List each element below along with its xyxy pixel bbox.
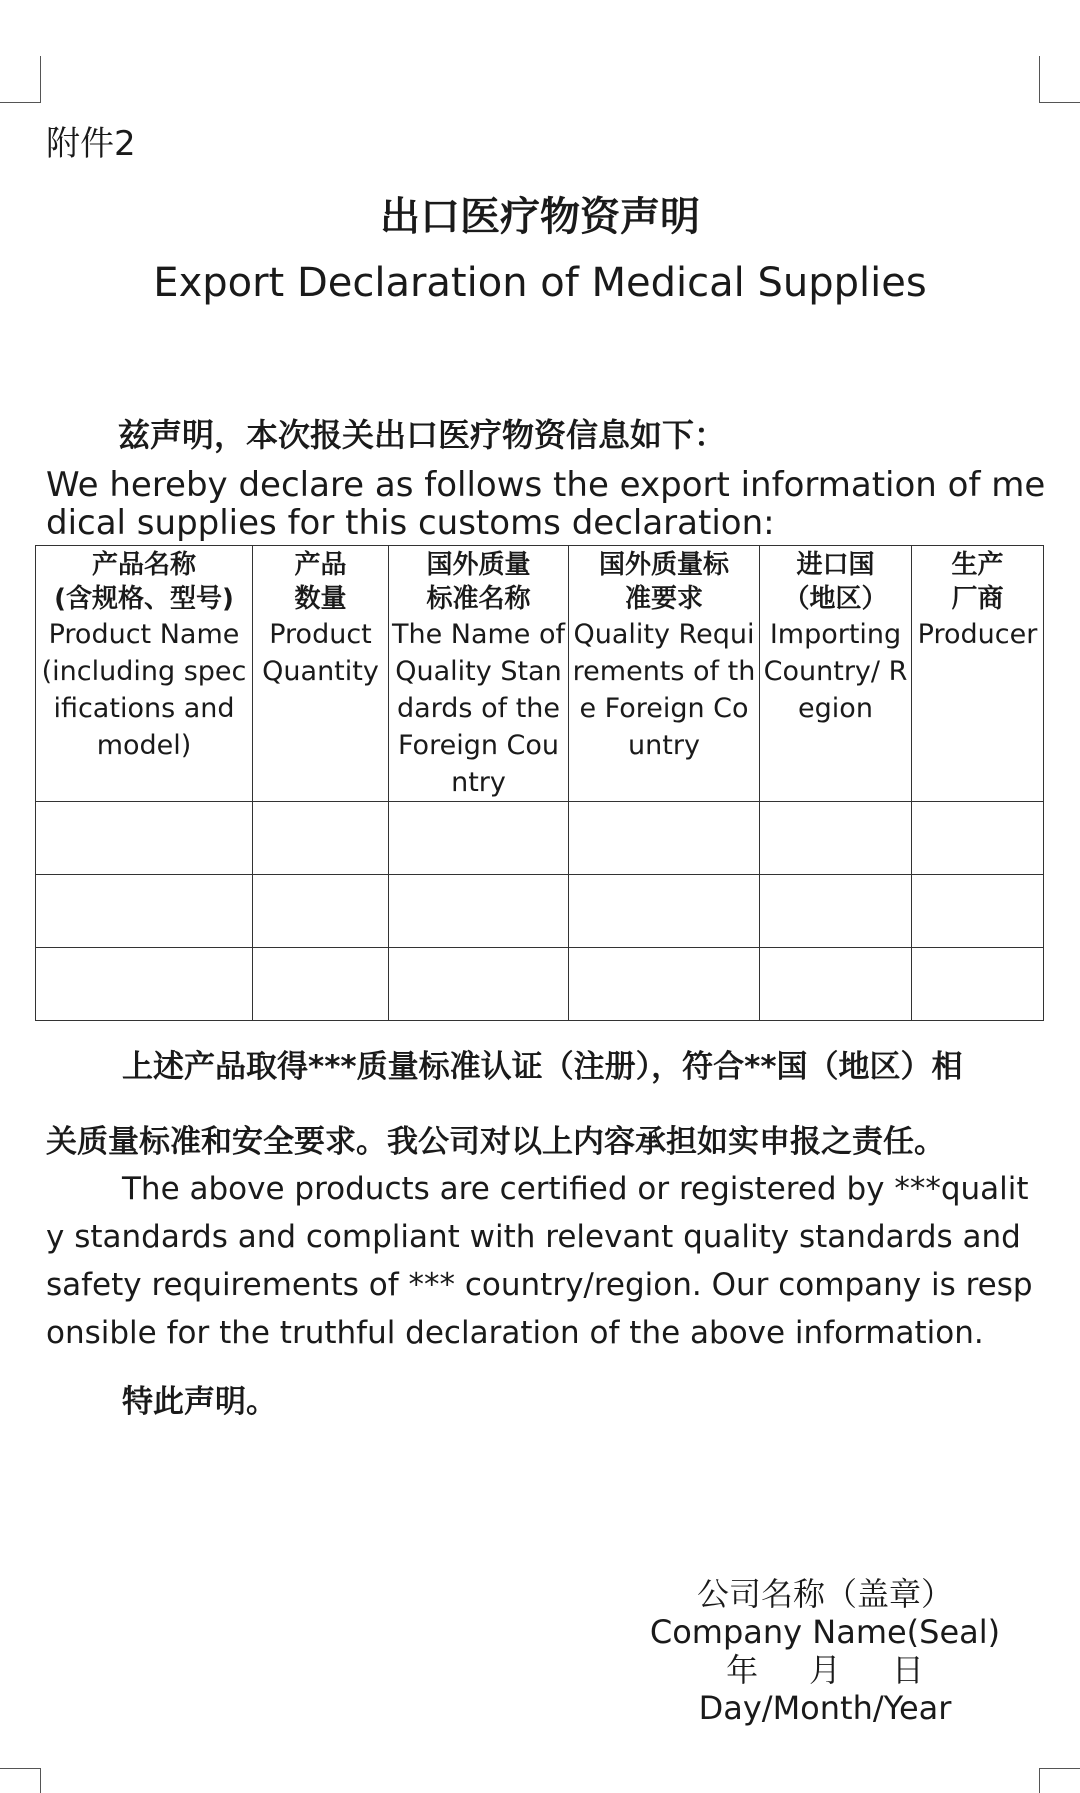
- statement-english: The above products are certified or registered by ***quality standards and compliant with relevant quality standards and safety requirements of *** country/region. Our company is responsible for the truthful declaration of the above information.: [46, 1171, 1033, 1351]
- header-quality-standard-name: [389, 546, 569, 802]
- statement-cn-line: 关质量标准和安全要求。我公司对以上内容承担如实申报之责任。: [46, 1124, 945, 1160]
- table-cell[interactable]: [36, 948, 253, 1021]
- table-header-row: [36, 546, 1044, 802]
- table-cell[interactable]: [389, 802, 569, 875]
- attachment-label: 附件2: [46, 124, 136, 164]
- title-english: Export Declaration of Medical Supplies: [153, 260, 927, 306]
- table-cell[interactable]: [253, 948, 389, 1021]
- table-cell[interactable]: [760, 948, 912, 1021]
- date-en: Day/Month/Year: [698, 1689, 952, 1727]
- hereby-declare: 特此声明。: [122, 1384, 277, 1420]
- header-en: Product Quantity: [262, 619, 379, 687]
- crop-mark-bottom-right: [1039, 1768, 1080, 1793]
- table-cell[interactable]: [569, 948, 760, 1021]
- statement-chinese: [46, 1030, 1046, 1180]
- table-cell[interactable]: [253, 875, 389, 948]
- table-cell[interactable]: [912, 875, 1044, 948]
- table-cell[interactable]: [389, 875, 569, 948]
- header-cn: 产品 数量: [294, 550, 347, 614]
- crop-mark-top-left: [0, 56, 41, 103]
- table-cell[interactable]: [912, 948, 1044, 1021]
- table-cell[interactable]: [389, 948, 569, 1021]
- header-en: The Name of Quality Standards of the Foreign Country: [391, 619, 566, 798]
- table-row: [36, 875, 1044, 948]
- statement-cn-line: 上述产品取得***质量标准认证（注册），符合**国（地区）相: [122, 1049, 963, 1085]
- header-quality-requirements: [569, 546, 760, 802]
- crop-mark-top-right: [1039, 56, 1080, 103]
- header-en: Product Name (including specifications and model): [41, 619, 247, 761]
- header-cn: 产品名称 (含规格、型号): [54, 550, 234, 614]
- header-cn: 进口国 （地区）: [783, 550, 888, 614]
- table-cell[interactable]: [760, 802, 912, 875]
- header-importing-country: [760, 546, 912, 802]
- table-row: [36, 802, 1044, 875]
- table-cell[interactable]: [760, 875, 912, 948]
- company-name-en: Company Name(Seal): [649, 1613, 1001, 1651]
- table-cell[interactable]: [569, 802, 760, 875]
- company-name-cn: 公司名称（盖章）: [696, 1575, 953, 1613]
- table-cell[interactable]: [253, 802, 389, 875]
- declaration-english: We hereby declare as follows the export information of medical supplies for this customs declaration:: [46, 465, 1046, 543]
- header-product-name: [36, 546, 253, 802]
- table-cell[interactable]: [36, 802, 253, 875]
- crop-mark-bottom-left: [0, 1768, 41, 1793]
- header-en: Producer: [917, 619, 1038, 650]
- declaration-table: [35, 545, 1044, 1021]
- table-cell[interactable]: [36, 875, 253, 948]
- header-cn: 生产 厂商: [951, 550, 1004, 614]
- table-cell[interactable]: [569, 875, 760, 948]
- signature-block: [640, 1575, 1010, 1727]
- header-cn: 国外质量 标准名称: [426, 550, 531, 614]
- header-product-quantity: [253, 546, 389, 802]
- table-cell[interactable]: [912, 802, 1044, 875]
- date-cn: 年 月 日: [726, 1651, 924, 1689]
- header-cn: 国外质量标 准要求: [598, 550, 729, 614]
- header-en: Quality Requirements of the Foreign Country: [572, 619, 756, 761]
- header-producer: [912, 546, 1044, 802]
- header-en: Importing Country/ Region: [763, 619, 908, 724]
- title-chinese: 出口医疗物资声明: [380, 194, 700, 240]
- declaration-chinese: 兹声明，本次报关出口医疗物资信息如下：: [118, 416, 727, 454]
- table-row: [36, 948, 1044, 1021]
